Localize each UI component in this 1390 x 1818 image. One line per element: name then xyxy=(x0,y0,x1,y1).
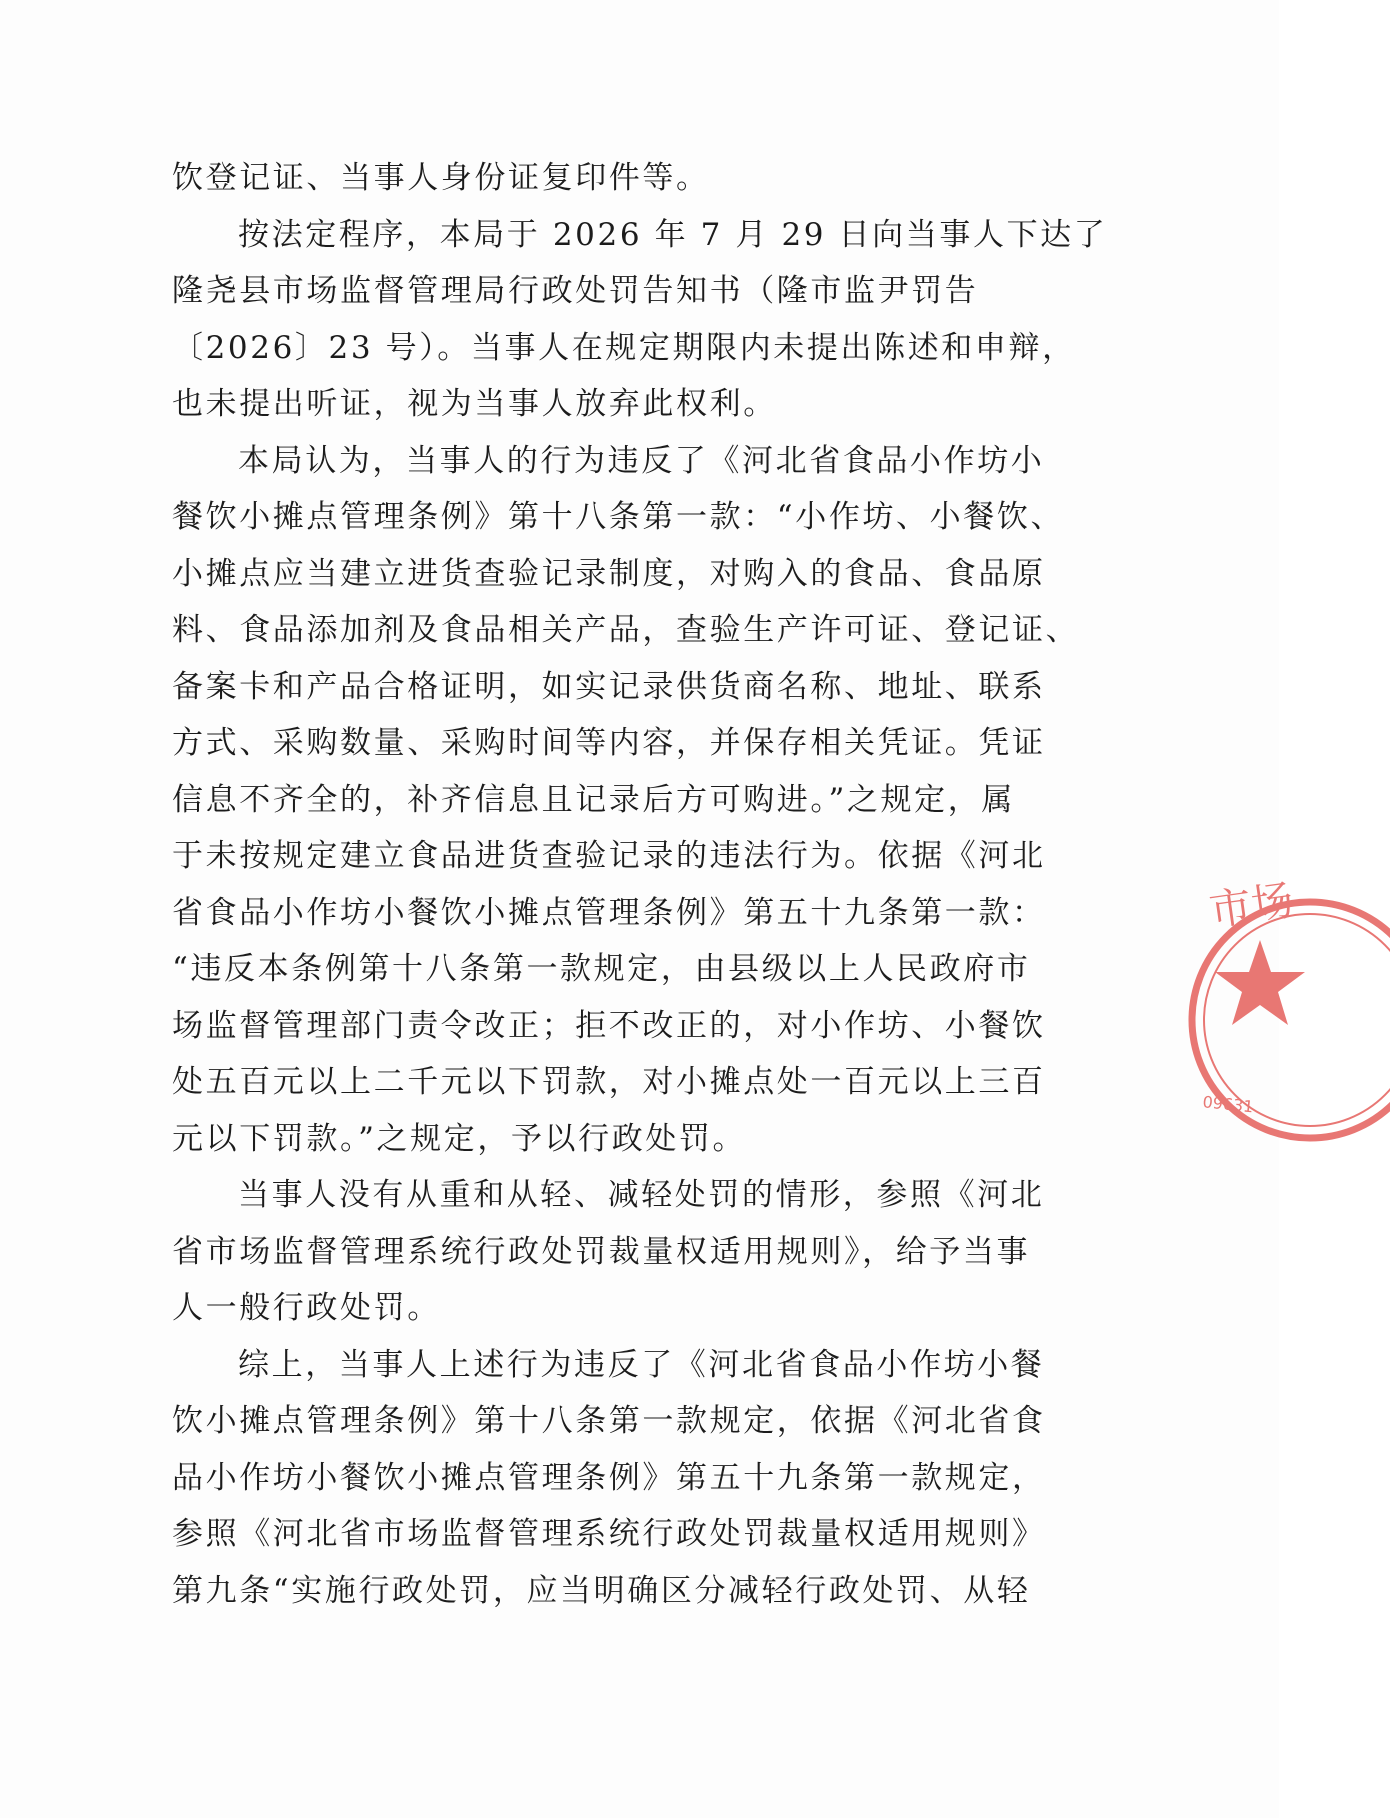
text-line: 备案卡和产品合格证明，如实记录供货商名称、地址、联系 xyxy=(172,668,1046,705)
document-body xyxy=(172,150,1108,1619)
text-line: 于未按规定建立食品进货查验记录的违法行为。依据《河北 xyxy=(172,838,1046,874)
text-line: 元以下罚款。”之规定，予以行政处罚。 xyxy=(172,1120,747,1157)
text-line: 〔2026〕23 号）。当事人在规定期限内未提出陈述和申辩， xyxy=(172,329,1076,366)
text-line: 餐饮小摊点管理条例》第十八条第一款：“小作坊、小餐饮、 xyxy=(172,499,1065,535)
text-line: 第九条“实施行政处罚，应当明确区分减轻行政处罚、从轻 xyxy=(172,1572,1031,1609)
text-line: 小摊点应当建立进货查验记录制度，对购入的食品、食品原 xyxy=(172,555,1046,592)
text-line: 隆尧县市场监督管理局行政处罚告知书（隆市监尹罚告 xyxy=(172,273,979,309)
official-seal-stamp xyxy=(1190,875,1390,1160)
text-line: 也未提出听证，视为当事人放弃此权利。 xyxy=(172,386,777,422)
paragraph-start-line: 本局认为，当事人的行为违反了《河北省食品小作坊小 xyxy=(238,442,1045,479)
text-line: 信息不齐全的，补齐信息且记录后方可购进。”之规定，属 xyxy=(172,781,1015,818)
text-line: 省食品小作坊小餐饮小摊点管理条例》第五十九条第一款： xyxy=(172,894,1046,931)
paragraph-start-line: 综上，当事人上述行为违反了《河北省食品小作坊小餐 xyxy=(238,1346,1045,1383)
seal-text: 市场 xyxy=(1206,875,1297,936)
text-line: “违反本条例第十八条第一款规定，由县级以上人民政府市 xyxy=(172,951,1031,987)
text-line: 省市场监督管理系统行政处罚裁量权适用规则》，给予当事 xyxy=(172,1233,1031,1270)
text-line: 方式、采购数量、采购时间等内容，并保存相关凭证。凭证 xyxy=(172,725,1046,761)
seal-star-icon xyxy=(1215,940,1305,1025)
text-line: 场监督管理部门责令改正；拒不改正的，对小作坊、小餐饮 xyxy=(172,1007,1046,1044)
text-line: 品小作坊小餐饮小摊点管理条例》第五十九条第一款规定， xyxy=(172,1459,1046,1496)
paragraph-start-line: 按法定程序，本局于 2026 年 7 月 29 日向当事人下达了 xyxy=(238,216,1108,253)
seal-code: 09631 xyxy=(1201,1092,1255,1117)
text-line: 饮登记证、当事人身份证复印件等。 xyxy=(172,160,710,196)
paragraph-start-line: 当事人没有从重和从轻、减轻处罚的情形，参照《河北 xyxy=(238,1177,1045,1213)
text-line: 饮小摊点管理条例》第十八条第一款规定，依据《河北省食 xyxy=(172,1403,1046,1439)
text-line: 参照《河北省市场监督管理系统行政处罚裁量权适用规则》 xyxy=(172,1516,1046,1552)
text-line: 人一般行政处罚。 xyxy=(172,1290,441,1326)
text-line: 处五百元以上二千元以下罚款，对小摊点处一百元以上三百 xyxy=(172,1064,1046,1100)
text-line: 料、食品添加剂及食品相关产品，查验生产许可证、登记证、 xyxy=(172,612,1080,648)
